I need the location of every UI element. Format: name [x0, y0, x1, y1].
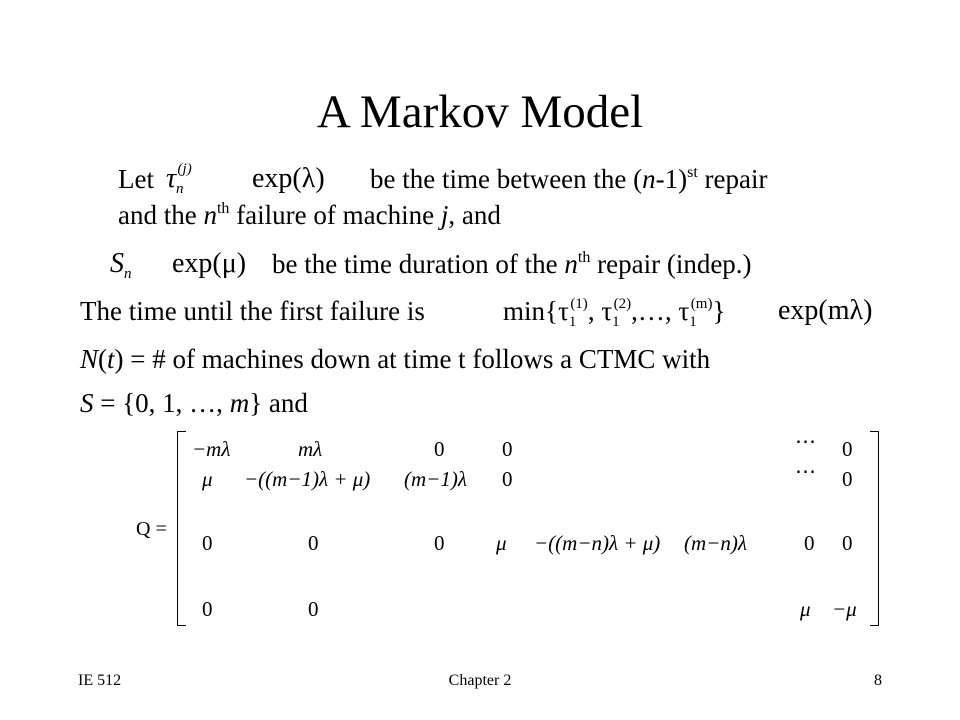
footer-page-number: 8 — [874, 672, 882, 689]
state-space-line: S = {0, 1, …, m} and — [80, 388, 308, 418]
first-failure-text: The time until the first failure is — [80, 296, 425, 326]
matrix-cell: 0 — [502, 467, 513, 491]
footer-left: IE 512 — [78, 672, 122, 689]
matrix-cell: 0 — [842, 531, 853, 555]
matrix-cell: 0 — [804, 531, 815, 555]
matrix-cell: 0 — [842, 437, 853, 461]
matrix-cell: −((m−n)λ + μ) — [534, 531, 661, 555]
matrix-cell: ⋯ — [795, 459, 816, 483]
matrix-label: Q = — [136, 518, 167, 540]
matrix-cell: (m−1)λ — [404, 467, 467, 491]
matrix-cell: ⋯ — [795, 429, 816, 453]
definition-text-3: be the time duration of the $n^{th}$ repair (indep.) — [272, 249, 752, 279]
exp-lambda-expr: exp(λ) — [252, 163, 325, 194]
matrix-cell: −mλ — [192, 437, 231, 461]
s-n-symbol: $S_n$ — [110, 248, 132, 282]
matrix-cell: μ — [202, 467, 213, 491]
matrix-cell: −((m−1)λ + μ) — [244, 467, 371, 491]
matrix-cell: 0 — [434, 437, 445, 461]
definition-text-1: be the time between the $(n-1)^{st}$ repair — [370, 164, 768, 194]
slide-title: A Markov Model — [316, 86, 644, 138]
matrix-cell: (m−n)λ — [684, 531, 747, 555]
min-expression: $\min\{\tau_1^{(1)}$, $\tau_1^{(2)},\dots$, $\tau_1^{(m)}$} — [503, 296, 726, 330]
matrix-cell: μ — [800, 597, 811, 621]
matrix-cell: 0 — [842, 467, 853, 491]
matrix-cell: 0 — [202, 531, 213, 555]
exp-m-lambda-expr: exp(mλ) — [778, 295, 873, 326]
matrix-cell: 0 — [434, 531, 445, 555]
exp-mu-expr: exp(μ) — [172, 248, 247, 279]
matrix-cell: 0 — [202, 597, 213, 621]
matrix-cell: 0 — [308, 597, 319, 621]
matrix-cell: μ — [496, 531, 507, 555]
matrix-cell: 0 — [308, 531, 319, 555]
first-failure-line — [0, 295, 960, 335]
let-word: Let — [118, 164, 154, 194]
definition-line-1 — [0, 163, 960, 195]
ctmc-line: N(t) = # of machines down at time t follows a CTMC with — [80, 344, 711, 374]
matrix-left-bracket — [177, 431, 186, 626]
matrix-cell: mλ — [298, 437, 323, 461]
q-matrix — [120, 425, 900, 630]
matrix-cell: −μ — [832, 597, 857, 621]
tau-n-j-symbol: $\tau_n^{(j)}$ — [166, 161, 192, 197]
definition-line-3 — [0, 248, 960, 280]
matrix-right-bracket — [870, 431, 879, 626]
matrix-cell: 0 — [502, 437, 513, 461]
definition-line-2: and the $n^{th}$ failure of machine j, and — [118, 200, 501, 230]
footer-center: Chapter 2 — [448, 672, 512, 689]
